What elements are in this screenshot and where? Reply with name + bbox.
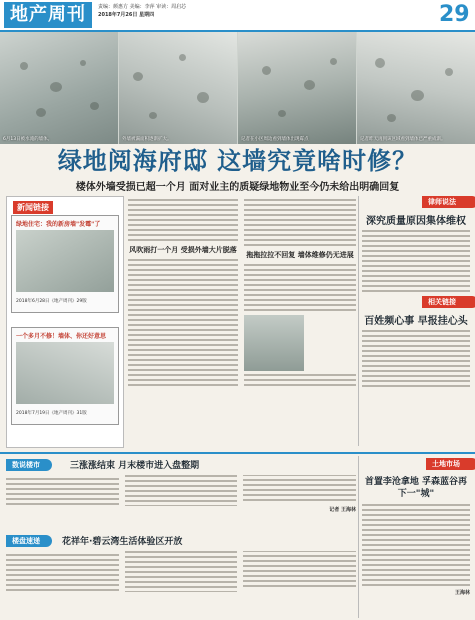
main-headline: 绿地阅海府邸 这墙究竟啥时修？ <box>57 147 418 175</box>
news-clip-2-caption: 2018年7月19日《地产周刊》31版 <box>16 411 87 416</box>
land-brief-body <box>362 504 470 586</box>
project-brief-title: 花祥年·碧云湾生活体验区开放 <box>62 537 183 547</box>
bottom-column-divider <box>358 456 359 618</box>
market-brief-title: 三涨涨结束 月末楼市进入盘整期 <box>70 461 200 471</box>
wall-photo-3 <box>238 32 356 144</box>
lawyer-tag: 律师说法 <box>422 196 475 208</box>
market-brief-body <box>6 475 356 506</box>
project-brief-tag: 楼盘速递 <box>6 535 52 547</box>
section-title: 地产周刊 <box>4 2 92 28</box>
news-clip-2 <box>11 327 119 425</box>
sidebar-right <box>362 196 470 446</box>
reminder-title: 百姓频心事 早报挂心头 <box>364 316 468 327</box>
editor-line: 责编：颜惠方 美编：李萍 审读：周启芯 <box>98 4 187 10</box>
market-brief-byline: 记者 王海林 <box>329 507 356 513</box>
project-brief <box>6 534 356 618</box>
page-number: 29 <box>439 2 470 27</box>
article-column-2 <box>244 196 356 446</box>
news-clip-2-title: 一个多月不修！墙体、你还好意思 <box>16 333 107 340</box>
news-clip-1 <box>11 215 119 313</box>
news-link-box <box>6 196 124 448</box>
article-subhead-2: 拖拖拉拉不回复 墙体维修仍无进展 <box>246 251 354 259</box>
masthead <box>0 0 475 32</box>
lawyer-body <box>362 230 470 292</box>
land-brief-title: 首置李沧拿地 孚森蓝谷再下一"城" <box>364 477 468 499</box>
reminder-tag: 相关链接 <box>422 296 475 308</box>
photo-strip <box>0 32 475 144</box>
land-brief-tag: 土地市场 <box>426 458 475 470</box>
market-brief-tag: 数说楼市 <box>6 459 52 471</box>
news-clip-1-caption: 2018年6月28日《地产周刊》29版 <box>16 299 87 304</box>
project-brief-body <box>6 551 356 592</box>
sub-headline: 楼体外墙受损已超一个月 面对业主的质疑绿地物业至今仍未给出明确回复 <box>75 182 400 193</box>
market-brief <box>6 458 356 528</box>
masthead-meta <box>98 3 186 19</box>
photo-caption-2: 外墙被漏面积逐渐扩大。 <box>122 137 172 142</box>
news-clip-1-title: 绿地住宅：我的新房墙"发霉"了 <box>16 221 101 228</box>
wall-photo-1 <box>0 32 118 144</box>
article-inline-photo <box>244 315 304 371</box>
photo-caption-1: 6月13日被水淹的墙体。 <box>3 137 53 142</box>
photo-caption-3: 记者在小区周边看到墙体出现霉点 <box>241 137 309 142</box>
wall-photo-2 <box>119 32 237 144</box>
lawyer-title: 深究质量原因集体维权 <box>366 216 466 227</box>
article-subhead-1: 风吹雨打一个月 受损外墙大片脱落 <box>129 246 237 254</box>
article-body-1 <box>128 199 238 241</box>
land-brief-byline: 王海林 <box>454 590 470 596</box>
news-link-label: 新闻链接 <box>13 201 53 214</box>
section-rule <box>0 452 475 454</box>
reminder-body <box>362 330 470 387</box>
column-divider <box>358 196 359 446</box>
article-column-1 <box>128 196 238 446</box>
wall-photo-4 <box>357 32 475 144</box>
photo-caption-4: 记者昨天再到该区域看到墙体已严重成渐。 <box>360 137 446 142</box>
issue-date: 2018年7月26日 星期四 <box>98 12 155 18</box>
land-brief <box>362 458 470 618</box>
